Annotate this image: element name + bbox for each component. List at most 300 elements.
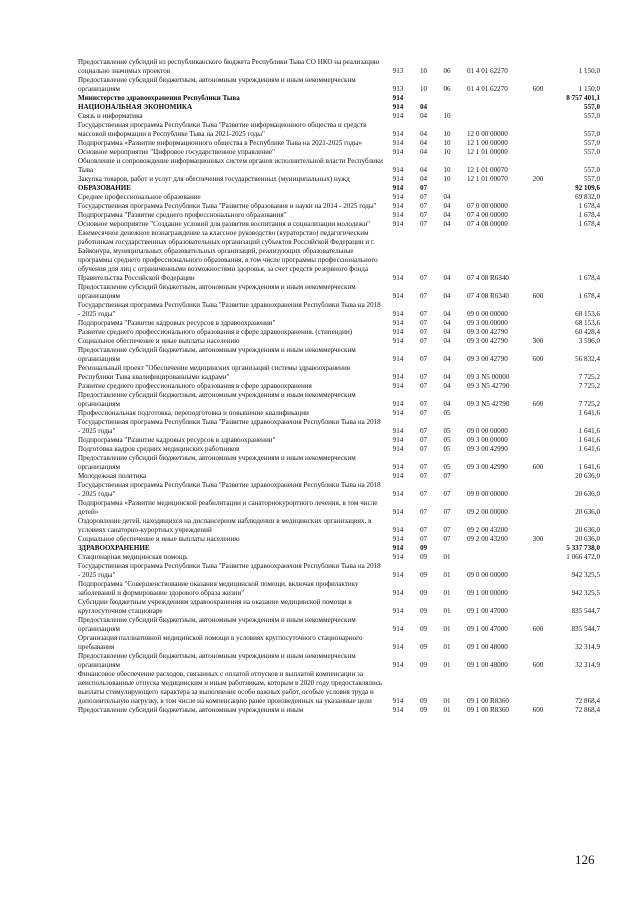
subsection-code: 04 xyxy=(443,319,451,327)
item-name: Молодежная политика xyxy=(78,472,147,480)
expense-type-code: 600 xyxy=(532,463,544,471)
subsection-code: 07 xyxy=(443,472,451,480)
ministry-code: 914 xyxy=(392,661,404,669)
subsection-code: 04 xyxy=(443,202,451,210)
item-name: Обновление и сопровождение информационных систем органов исполнительной власти Республики Тыва xyxy=(78,157,383,174)
ministry-code: 914 xyxy=(392,292,404,300)
page-number: 126 xyxy=(575,852,595,867)
section-code: 07 xyxy=(419,526,428,534)
table-row xyxy=(78,283,620,301)
ministry-code: 914 xyxy=(392,508,404,516)
item-name: Государственная программа Республики Тыва "Развитие образования и науки на 2014 - 2025 годы" xyxy=(78,202,377,210)
expense-type-code: 600 xyxy=(532,355,544,363)
subsection-code: 04 xyxy=(443,292,451,300)
item-name: Подпрограмма «Развитие информационного общества в Республике Тыва на 2021-2025 годы» xyxy=(78,139,363,147)
amount: 72 868,4 xyxy=(575,706,600,714)
ministry-code: 914 xyxy=(392,139,404,147)
table-row xyxy=(78,481,620,499)
table-row xyxy=(78,94,620,103)
expense-type-code: 600 xyxy=(532,400,544,408)
section-code: 07 xyxy=(419,211,428,219)
amount: 69 832,0 xyxy=(575,193,600,201)
table-row xyxy=(78,436,620,445)
expense-type-code: 600 xyxy=(532,706,544,714)
ministry-code: 914 xyxy=(392,571,404,579)
item-name: Среднее профессиональное образование xyxy=(78,193,201,201)
item-name: Развитие среднего профессионального образования в сфере здравоохранения xyxy=(78,382,312,390)
item-name: Развитие среднего профессионального образования в сфере здравоохранения. (стипендии) xyxy=(78,328,353,336)
subsection-code: 05 xyxy=(443,409,451,417)
table-row xyxy=(78,553,620,562)
target-article-code: 09 2 00 00000 xyxy=(467,508,508,516)
subsection-code: 07 xyxy=(443,535,451,543)
amount: 1 150,0 xyxy=(578,85,600,93)
subsection-code: 05 xyxy=(443,427,451,435)
table-row xyxy=(78,382,620,391)
section-code: 07 xyxy=(419,373,428,381)
ministry-code: 914 xyxy=(392,94,404,102)
table-row xyxy=(78,202,620,211)
ministry-code: 914 xyxy=(392,463,404,471)
subsection-code: 05 xyxy=(443,436,451,444)
section-code: 09 xyxy=(419,697,428,705)
amount: 1 641,6 xyxy=(578,427,600,435)
amount: 8 757 401,1 xyxy=(566,94,600,102)
target-article-code: 09 1 00 48000 xyxy=(467,643,508,651)
target-article-code: 12 0 00 00000 xyxy=(467,130,508,138)
section-code: 09 xyxy=(419,661,428,669)
section-code: 07 xyxy=(419,193,428,201)
ministry-code: 914 xyxy=(392,355,404,363)
target-article-code: 09 1 00 R8360 xyxy=(467,697,509,705)
target-article-code: 09 3 00 42790 xyxy=(467,328,508,336)
section-code: 09 xyxy=(419,706,428,714)
amount: 1 678,4 xyxy=(578,211,600,219)
section-code: 09 xyxy=(419,607,428,615)
expense-type-code: 600 xyxy=(532,661,544,669)
amount: 5 337 738,0 xyxy=(566,544,600,552)
amount: 557,0 xyxy=(584,103,600,111)
target-article-code: 09 3 N5 42790 xyxy=(467,400,510,408)
target-article-code: 09 0 00 00000 xyxy=(467,427,508,435)
target-article-code: 09 3 00 42790 xyxy=(467,355,508,363)
subsection-code: 01 xyxy=(443,553,451,561)
section-code: 07 xyxy=(419,274,428,282)
item-name: Подпрограмма "Развитие кадровых ресурсов в здравоохранении" xyxy=(78,319,276,327)
subsection-code: 10 xyxy=(443,148,451,156)
amount: 557,0 xyxy=(584,139,600,147)
table-row xyxy=(78,544,620,553)
item-name: Стационарная медицинская помощь xyxy=(78,553,188,561)
section-code: 07 xyxy=(419,463,428,471)
ministry-code: 914 xyxy=(392,112,404,120)
item-name: Предоставление субсидий бюджетным, автономным учреждениям и иным некоммерческим организациям xyxy=(78,616,356,633)
section-code: 04 xyxy=(419,130,428,138)
section-code: 07 xyxy=(419,535,428,543)
amount: 1 641,6 xyxy=(578,436,600,444)
item-name: Социальное обеспечение и иные выплаты населению xyxy=(78,337,240,345)
ministry-code: 914 xyxy=(392,607,404,615)
section-code: 07 xyxy=(419,427,428,435)
table-row xyxy=(78,148,620,157)
section-code: 04 xyxy=(419,139,428,147)
ministry-code: 914 xyxy=(392,193,404,201)
table-row xyxy=(78,445,620,454)
ministry-code: 914 xyxy=(392,427,404,435)
target-article-code: 12 1 01 00000 xyxy=(467,148,508,156)
amount: 1 678,4 xyxy=(578,202,600,210)
section-code: 10 xyxy=(419,67,428,75)
expense-type-code: 300 xyxy=(532,337,544,345)
ministry-code: 914 xyxy=(392,175,404,183)
target-article-code: 12 1 01 00070 xyxy=(467,175,508,183)
table-row xyxy=(78,535,620,544)
subsection-code: 01 xyxy=(443,643,451,651)
ministry-code: 914 xyxy=(392,400,404,408)
amount: 32 314,9 xyxy=(575,643,600,651)
table-row xyxy=(78,301,620,319)
amount: 557,0 xyxy=(584,175,600,183)
target-article-code: 09 0 00 00000 xyxy=(467,490,508,498)
subsection-code: 04 xyxy=(443,373,451,381)
ministry-code: 914 xyxy=(392,310,404,318)
table-row xyxy=(78,112,620,121)
target-article-code: 09 3 00 42790 xyxy=(467,337,508,345)
target-article-code: 07 4 08 R6340 xyxy=(467,274,509,282)
section-code: 04 xyxy=(419,148,428,156)
section-code: 04 xyxy=(419,112,428,120)
amount: 20 636,0 xyxy=(575,526,600,534)
item-name: Подпрограмма "Совершенствование оказания медицинской помощи, включая профилактику заболеваний и формирование здорового образа жизни" xyxy=(78,580,359,597)
amount: 72 868,4 xyxy=(575,697,600,705)
subsection-code: 01 xyxy=(443,607,451,615)
subsection-code: 01 xyxy=(443,706,451,714)
section-code: 07 xyxy=(419,445,428,453)
amount: 1 641,6 xyxy=(578,445,600,453)
target-article-code: 09 3 00 42990 xyxy=(467,463,508,471)
ministry-code: 914 xyxy=(392,472,404,480)
amount: 835 544,7 xyxy=(571,625,600,633)
section-code: 09 xyxy=(419,589,428,597)
amount: 1 150,0 xyxy=(578,67,600,75)
item-name: Социальное обеспечение и иные выплаты населению xyxy=(78,535,240,543)
ministry-code: 914 xyxy=(392,220,404,228)
section-code: 09 xyxy=(419,553,428,561)
amount: 7 725,2 xyxy=(578,400,600,408)
ministry-code: 914 xyxy=(392,589,404,597)
subsection-code: 04 xyxy=(443,274,451,282)
item-name: Субсидии бюджетным учреждениям здравоохранения на оказание медицинской помощи в круглосуточном стационаре xyxy=(78,598,352,615)
subsection-code: 06 xyxy=(443,85,451,93)
table-row xyxy=(78,598,620,616)
ministry-code: 914 xyxy=(392,103,404,111)
amount: 1 678,4 xyxy=(578,274,600,282)
table-row xyxy=(78,139,620,148)
section-code: 07 xyxy=(419,337,428,345)
target-article-code: 12 1 01 00070 xyxy=(467,166,508,174)
ministry-code: 914 xyxy=(392,274,404,282)
item-name: Основное мероприятие "Создание условий для развития воспитания и социализации молодежи" xyxy=(78,220,371,228)
amount: 20 636,0 xyxy=(575,535,600,543)
amount: 1 641,6 xyxy=(578,409,600,417)
target-article-code: 09 3 00 00000 xyxy=(467,436,508,444)
item-name: ЗДРАВООХРАНЕНИЕ xyxy=(78,544,150,552)
amount: 7 725,2 xyxy=(578,382,600,390)
item-name: Подпрограмма "Развитие среднего профессионального образования" xyxy=(78,211,287,219)
subsection-code: 04 xyxy=(443,193,451,201)
section-code: 07 xyxy=(419,328,428,336)
expense-type-code: 200 xyxy=(532,175,544,183)
amount: 1 678,4 xyxy=(578,220,600,228)
item-name: Предоставление субсидий бюджетным, автономным учреждениям и иным некоммерческим организациям xyxy=(78,391,356,408)
table-row xyxy=(78,562,620,580)
item-name: Закупка товаров, работ и услуг для обеспечения государственных (муниципальных) нужд xyxy=(78,175,350,183)
subsection-code: 01 xyxy=(443,697,451,705)
amount: 1 641,6 xyxy=(578,463,600,471)
item-name: Государственная программа Республики Тыва "Развитие здравоохранения Республики Тыва на 2018 - 2025 годы" xyxy=(78,301,381,318)
ministry-code: 914 xyxy=(392,337,404,345)
subsection-code: 01 xyxy=(443,661,451,669)
amount: 92 109,6 xyxy=(575,184,600,192)
table-row xyxy=(78,346,620,364)
ministry-code: 914 xyxy=(392,148,404,156)
item-name: Предоставление субсидий бюджетным, автономным учреждениям и иным некоммерческим организациям xyxy=(78,283,356,300)
amount: 942 325,5 xyxy=(571,571,600,579)
expense-type-code: 600 xyxy=(532,85,544,93)
section-code: 07 xyxy=(419,508,428,516)
subsection-code: 04 xyxy=(443,337,451,345)
table-row xyxy=(78,580,620,598)
budget-table xyxy=(78,58,620,715)
ministry-code: 914 xyxy=(392,697,404,705)
expense-type-code: 600 xyxy=(532,292,544,300)
ministry-code: 914 xyxy=(392,409,404,417)
target-article-code: 07 4 08 R6340 xyxy=(467,292,509,300)
target-article-code: 09 1 00 R8360 xyxy=(467,706,509,714)
amount: 557,0 xyxy=(584,166,600,174)
amount: 56 832,4 xyxy=(575,355,600,363)
ministry-code: 914 xyxy=(392,553,404,561)
amount: 557,0 xyxy=(584,112,600,120)
subsection-code: 01 xyxy=(443,571,451,579)
table-row xyxy=(78,652,620,670)
subsection-code: 10 xyxy=(443,139,451,147)
subsection-code: 04 xyxy=(443,310,451,318)
item-name: Министерство здравоохранения Республики Тыва xyxy=(78,94,240,102)
item-name: Подготовка кадров средних медицинских работников xyxy=(78,445,240,453)
ministry-code: 913 xyxy=(392,67,404,75)
item-name: Предоставление субсидий бюджетным, автономным учреждениям и иным некоммерческим организациям xyxy=(78,346,356,363)
table-row xyxy=(78,58,620,76)
ministry-code: 914 xyxy=(392,184,404,192)
section-code: 07 xyxy=(419,382,428,390)
subsection-code: 04 xyxy=(443,328,451,336)
subsection-code: 05 xyxy=(443,463,451,471)
section-code: 04 xyxy=(419,175,428,183)
item-name: Предоставление субсидий бюджетным, автономным учреждениям и иным некоммерческим организациям xyxy=(78,76,356,93)
subsection-code: 07 xyxy=(443,526,451,534)
ministry-code: 914 xyxy=(392,166,404,174)
target-article-code: 01 4 01 62270 xyxy=(467,85,508,93)
amount: 7 725,2 xyxy=(578,373,600,381)
subsection-code: 04 xyxy=(443,400,451,408)
ministry-code: 914 xyxy=(392,202,404,210)
item-name: Предоставление субсидий бюджетным, автономным учреждениям и иным некоммерческим организациям xyxy=(78,652,356,669)
amount: 20 636,0 xyxy=(575,472,600,480)
amount: 557,0 xyxy=(584,130,600,138)
ministry-code: 914 xyxy=(392,319,404,327)
table-row xyxy=(78,454,620,472)
table-row xyxy=(78,121,620,139)
target-article-code: 09 3 00 00000 xyxy=(467,319,508,327)
table-row xyxy=(78,634,620,652)
target-article-code: 07 4 00 00000 xyxy=(467,211,508,219)
item-name: Подпрограмма "Развитие кадровых ресурсов в здравоохранении" xyxy=(78,436,276,444)
section-code: 07 xyxy=(419,436,428,444)
table-row xyxy=(78,517,620,535)
table-row xyxy=(78,409,620,418)
ministry-code: 914 xyxy=(392,211,404,219)
target-article-code: 07 4 08 00000 xyxy=(467,220,508,228)
item-name: Региональный проект "Обеспечение медицинских организаций системы здравоохранения Республики Тыва квалифицированными кадрами" xyxy=(78,364,351,381)
section-code: 04 xyxy=(419,103,428,111)
ministry-code: 914 xyxy=(392,490,404,498)
expense-type-code: 300 xyxy=(532,535,544,543)
section-code: 07 xyxy=(419,319,428,327)
amount: 68 153,6 xyxy=(575,310,600,318)
table-row xyxy=(78,364,620,382)
ministry-code: 914 xyxy=(392,445,404,453)
ministry-code: 914 xyxy=(392,526,404,534)
ministry-code: 914 xyxy=(392,328,404,336)
target-article-code: 09 0 00 00000 xyxy=(467,310,508,318)
item-name: ОБРАЗОВАНИЕ xyxy=(78,184,132,192)
item-name: Профессиональная подготовка, переподготовка и повышение квалификации xyxy=(78,409,309,417)
section-code: 07 xyxy=(419,202,428,210)
ministry-code: 914 xyxy=(392,643,404,651)
amount: 3 596,0 xyxy=(578,337,600,345)
section-code: 09 xyxy=(419,571,428,579)
target-article-code: 09 1 00 47000 xyxy=(467,625,508,633)
item-name: Государственная программа Республики Тыва "Развитие здравоохранения Республики Тыва на 2018 - 2025 годы" xyxy=(78,418,381,435)
target-article-code: 09 1 00 48000 xyxy=(467,661,508,669)
section-code: 07 xyxy=(419,490,428,498)
item-name: Государственная программа Республики Тыва "Развитие здравоохранения Республики Тыва на 2018 - 2025 годы" xyxy=(78,562,381,579)
table-row xyxy=(78,328,620,337)
subsection-code: 10 xyxy=(443,175,451,183)
section-code: 04 xyxy=(419,166,428,174)
table-row xyxy=(78,319,620,328)
expense-type-code: 600 xyxy=(532,625,544,633)
section-code: 07 xyxy=(419,400,428,408)
section-code: 07 xyxy=(419,220,428,228)
ministry-code: 914 xyxy=(392,535,404,543)
amount: 60 428,4 xyxy=(575,328,600,336)
subsection-code: 05 xyxy=(443,445,451,453)
subsection-code: 07 xyxy=(443,508,451,516)
subsection-code: 10 xyxy=(443,112,451,120)
item-name: Ежемесячное денежное вознаграждение за классное руководство (кураторство) педагогическим работникам государственных образовательных организаций субъектов Российской Федерации и г. Байконура, муниципальных образовательных организаций, реализующих образовательные программы среднего профессионального образования, в том числе программы профессионального обучения для лиц с ограниченными возможностями здоровья, за счет средств резервного фонда Правительства Российской Федерации xyxy=(78,229,378,282)
ministry-code: 914 xyxy=(392,706,404,714)
section-code: 07 xyxy=(419,472,428,480)
table-row xyxy=(78,616,620,634)
amount: 1 678,4 xyxy=(578,292,600,300)
section-code: 09 xyxy=(419,625,428,633)
section-code: 07 xyxy=(419,355,428,363)
table-row xyxy=(78,472,620,481)
item-name: Предоставление субсидий из республиканского бюджета Республики Тыва СО НКО на реализацию социально значимых проектов xyxy=(78,58,380,75)
target-article-code: 09 3 00 42990 xyxy=(467,445,508,453)
subsection-code: 07 xyxy=(443,490,451,498)
table-row xyxy=(78,706,620,715)
amount: 942 325,5 xyxy=(571,589,600,597)
ministry-code: 914 xyxy=(392,544,404,552)
table-row xyxy=(78,103,620,112)
section-code: 09 xyxy=(419,643,428,651)
section-code: 10 xyxy=(419,85,428,93)
item-name: Основное мероприятие "Цифровое государственное управление" xyxy=(78,148,276,156)
table-row xyxy=(78,175,620,184)
table-row xyxy=(78,391,620,409)
target-article-code: 09 3 N5 42790 xyxy=(467,382,510,390)
target-article-code: 01 4 01 62270 xyxy=(467,67,508,75)
target-article-code: 09 3 N5 00000 xyxy=(467,373,510,381)
ministry-code: 913 xyxy=(392,85,404,93)
section-code: 09 xyxy=(419,544,428,552)
amount: 68 153,6 xyxy=(575,319,600,327)
target-article-code: 07 0 00 00000 xyxy=(467,202,508,210)
item-name: Подпрограмма «Развитие медицинской реабилитации и санаторнокурортного лечения, в том числе детей» xyxy=(78,499,378,516)
ministry-code: 914 xyxy=(392,382,404,390)
item-name: НАЦИОНАЛЬНАЯ ЭКОНОМИКА xyxy=(78,103,193,111)
table-row xyxy=(78,184,620,193)
table-row xyxy=(78,220,620,229)
item-name: Государственная программа Республики Тыва "Развитие здравоохранения Республики Тыва на 2018 - 2025 годы" xyxy=(78,481,381,498)
amount: 1 066 472,0 xyxy=(566,553,600,561)
item-name: Финансовое обеспечение расходов, связанных с оплатой отпусков и выплатой компенсации за неиспользованные отпуска медицинским и иным работникам, которым в 2020 году предоставлялись выплаты стимулирующего характера за выполнение особо важных работ, особые условия труда и дополнительную нагрузку, в том числе на компенсацию ранее произведенных на указанные цели xyxy=(78,670,383,705)
amount: 835 544,7 xyxy=(571,607,600,615)
subsection-code: 06 xyxy=(443,67,451,75)
amount: 557,0 xyxy=(584,148,600,156)
table-row xyxy=(78,670,620,706)
subsection-code: 01 xyxy=(443,589,451,597)
subsection-code: 01 xyxy=(443,625,451,633)
subsection-code: 10 xyxy=(443,166,451,174)
ministry-code: 914 xyxy=(392,130,404,138)
ministry-code: 914 xyxy=(392,625,404,633)
section-code: 07 xyxy=(419,184,428,192)
subsection-code: 10 xyxy=(443,130,451,138)
table-row xyxy=(78,76,620,94)
subsection-code: 04 xyxy=(443,211,451,219)
target-article-code: 09 2 00 43200 xyxy=(467,535,508,543)
amount: 32 314,9 xyxy=(575,661,600,669)
subsection-code: 04 xyxy=(443,355,451,363)
target-article-code: 09 2 00 43200 xyxy=(467,526,508,534)
table-row xyxy=(78,211,620,220)
target-article-code: 09 1 00 00000 xyxy=(467,589,508,597)
section-code: 07 xyxy=(419,292,428,300)
amount: 20 636,0 xyxy=(575,508,600,516)
table-row xyxy=(78,499,620,517)
table-row xyxy=(78,193,620,202)
table-row xyxy=(78,229,620,283)
target-article-code: 12 1 00 00000 xyxy=(467,139,508,147)
item-name: Связь и информатика xyxy=(78,112,143,120)
item-name: Предоставление субсидий бюджетным, автономным учреждениям и иным xyxy=(78,706,304,714)
item-name: Государственная программа Республики Тыва "Развитие информационного общества и средств массовой информации в Республике Тыва на 2021-2025 годы" xyxy=(78,121,367,138)
table-row xyxy=(78,418,620,436)
